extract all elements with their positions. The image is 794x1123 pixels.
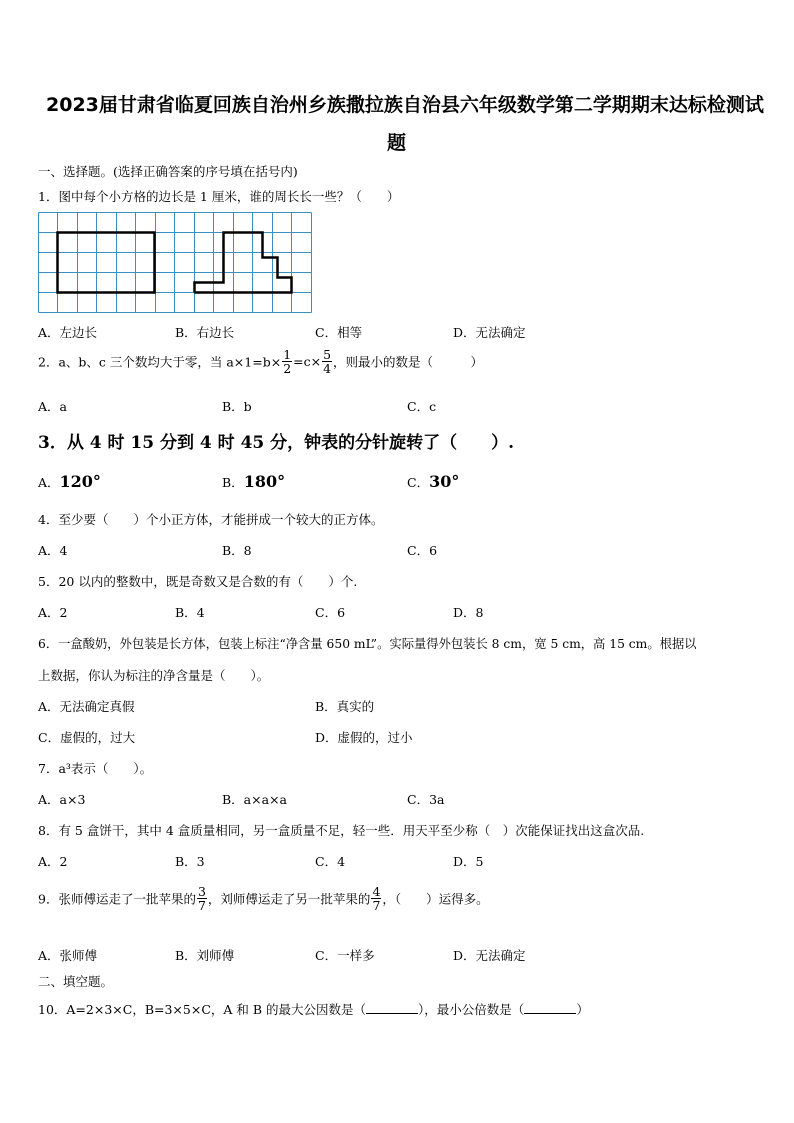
- q9-mid: ，刘师傅运走了另一批苹果的: [207, 891, 371, 907]
- question-6-line1: 6．一盒酸奶，外包装是长方体，包装上标注“净含量 650 mL”。实际量得外包装长 8 cm，宽 5 cm，高 15 cm。根据以: [38, 637, 697, 651]
- q8-option-b: B．3: [175, 854, 205, 869]
- q3-option-b: [222, 472, 285, 491]
- q4-option-a: A．4: [38, 543, 68, 558]
- q2-prefix: 2．a、b、c 三个数均大于零，当 a×1=b×: [38, 354, 282, 370]
- q2-suffix: ，则最小的数是（ ）: [333, 354, 484, 370]
- question-6-line2: 上数据，你认为标注的净含量是（ ）。: [38, 668, 270, 683]
- q10-blank-lcm[interactable]: [524, 1013, 576, 1014]
- q3-option-c: [407, 472, 459, 491]
- q1-option-d: D．无法确定: [453, 325, 526, 340]
- q7-option-a: A．a×3: [38, 792, 86, 807]
- right-polygon-shape: [195, 233, 292, 293]
- q10-mid: ），最小公倍数是（: [418, 1002, 525, 1017]
- q3-option-a-value: 120°: [59, 472, 101, 491]
- q6-option-c: C．虚假的，过大: [38, 730, 136, 745]
- section-heading-choice: 一、选择题。(选择正确答案的序号填在括号内): [38, 164, 298, 179]
- question-5-text: 5．20 以内的整数中，既是奇数又是合数的有（ ）个.: [38, 574, 358, 589]
- page-title-line1: 2023届甘肃省临夏回族自治州乡族撒拉族自治县六年级数学第二学期期末达标检测试: [46, 94, 764, 116]
- q3-option-c-value: 30°: [429, 472, 460, 491]
- question-1-text: 1．图中每个小方格的边长是 1 厘米，谁的周长长一些？（ ）: [38, 189, 400, 204]
- page-title-line2: 题: [387, 132, 407, 154]
- q5-option-c: C．6: [315, 605, 346, 620]
- q9-prefix: 9．张师傅运走了一批苹果的: [38, 891, 196, 907]
- q2-fraction-2: [322, 348, 332, 375]
- q7-option-b: B．a×a×a: [222, 792, 287, 807]
- q3-option-b-letter: B．: [222, 475, 244, 490]
- question-8-text: 8．有 5 盒饼干，其中 4 盒质量相同，另一盒质量不足，轻一些．用天平至少称（ ）次能保证找出这盒次品.: [38, 823, 645, 838]
- q2-fraction-1: [282, 348, 292, 375]
- q8-option-a: A．2: [38, 854, 68, 869]
- q3-option-a: [38, 472, 101, 491]
- q10-blank-gcd[interactable]: [366, 1013, 418, 1014]
- q5-option-a: A．2: [38, 605, 68, 620]
- q9-fraction-2: [371, 885, 381, 912]
- q7-option-c: C．3a: [407, 792, 445, 807]
- question-9-text: [38, 885, 489, 912]
- q2-option-c: C．c: [407, 399, 437, 414]
- q2-frac2-den: 4: [323, 361, 332, 377]
- q8-option-d: D．5: [453, 854, 484, 869]
- q3-option-c-letter: C．: [407, 475, 430, 490]
- question-10-text: [38, 1000, 589, 1018]
- question-4-text: 4．至少要（ ）个小正方体，才能拼成一个较大的正方体。: [38, 512, 384, 527]
- q1-option-a: A．左边长: [38, 325, 98, 340]
- q2-frac1-den: 2: [283, 361, 292, 377]
- question-7-text: 7．a³表示（ ）。: [38, 761, 153, 776]
- q9-option-c: C．一样多: [315, 948, 375, 963]
- q6-option-d: D．虚假的，过小: [315, 730, 413, 745]
- q2-mid: =c×: [293, 354, 322, 370]
- q2-frac1-num: 1: [283, 347, 292, 362]
- q9-suffix: ，（ ）运得多。: [382, 891, 489, 907]
- q9-option-d: D．无法确定: [453, 948, 526, 963]
- q2-option-b: B．b: [222, 399, 252, 414]
- q10-suffix: ）: [576, 1002, 589, 1017]
- q1-option-b: B．右边长: [175, 325, 235, 340]
- q9-option-b: B．刘师傅: [175, 948, 235, 963]
- question-3-text: 3．从 4 时 15 分到 4 时 45 分，钟表的分针旋转了（ ）.: [38, 433, 515, 453]
- left-rectangle-shape: [58, 233, 155, 293]
- q6-option-b: B．真实的: [315, 699, 375, 714]
- q5-option-d: D．8: [453, 605, 484, 620]
- q5-option-b: B．4: [175, 605, 205, 620]
- question-2-text: [38, 348, 483, 375]
- q9-frac2-num: 4: [372, 884, 381, 899]
- q9-frac1-den: 7: [197, 898, 206, 914]
- q9-frac1-num: 3: [197, 884, 206, 899]
- q3-option-a-letter: A．: [38, 475, 60, 490]
- q4-option-c: C．6: [407, 543, 438, 558]
- q1-option-c: C．相等: [315, 325, 363, 340]
- section-heading-fill: 二、填空题。: [38, 974, 114, 989]
- question-1-grid-figure: [38, 212, 312, 313]
- q9-frac2-den: 7: [372, 898, 381, 914]
- q10-prefix: 10．A=2×3×C，B=3×5×C，A 和 B 的最大公因数是（: [38, 1002, 367, 1017]
- q2-option-a: A．a: [38, 399, 67, 414]
- q4-option-b: B．8: [222, 543, 252, 558]
- q9-option-a: A．张师傅: [38, 948, 98, 963]
- q6-option-a: A．无法确定真假: [38, 699, 135, 714]
- q3-option-b-value: 180°: [243, 472, 286, 491]
- q9-fraction-1: [197, 885, 207, 912]
- q8-option-c: C．4: [315, 854, 346, 869]
- q2-frac2-num: 5: [323, 347, 332, 362]
